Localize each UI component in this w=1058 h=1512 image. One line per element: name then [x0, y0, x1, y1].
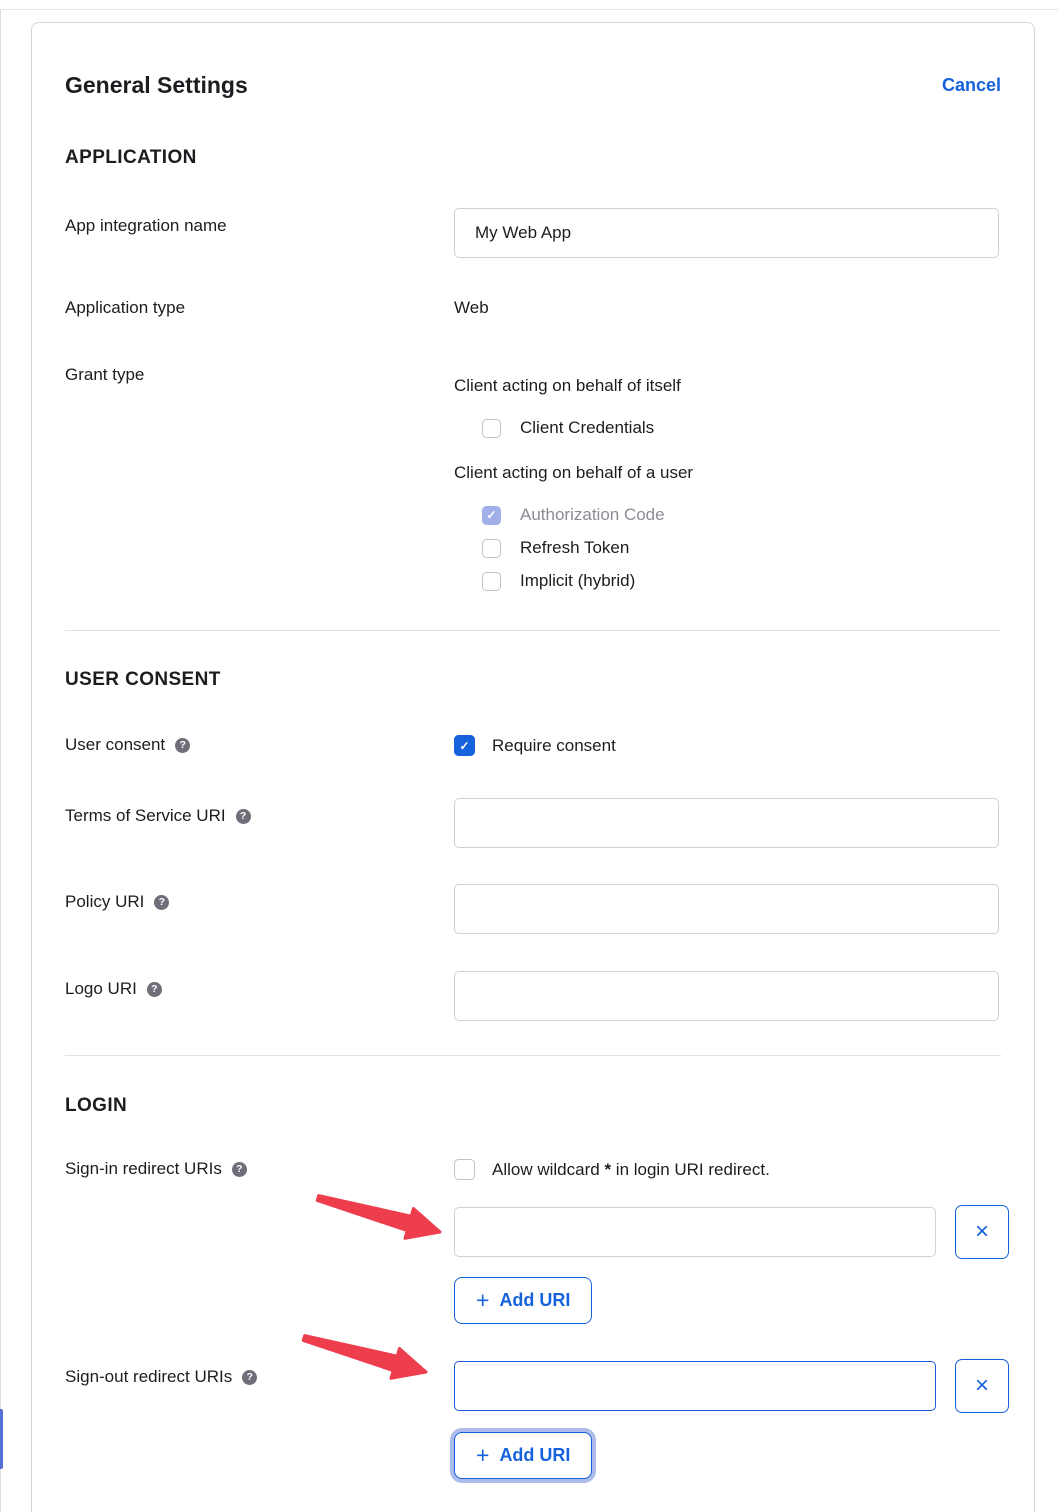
grant-type-label-wrap — [65, 365, 454, 385]
logo-label: Logo URI — [65, 979, 137, 998]
signin-uri-line-row — [65, 1205, 1001, 1259]
login-section-heading: LOGIN — [65, 1095, 128, 1116]
add-uri-label: Add URI — [499, 1445, 571, 1465]
require-consent-option — [454, 735, 1001, 756]
authorization-code-label: Authorization Code — [520, 505, 665, 524]
check-icon: ✓ — [459, 738, 470, 753]
signout-redirect-row — [65, 1359, 1001, 1413]
grant-group1-title: Client acting on behalf of itself — [454, 376, 681, 395]
cancel-button[interactable]: Cancel — [941, 75, 1001, 95]
client-credentials-checkbox[interactable] — [482, 419, 501, 438]
plus-icon: + — [476, 1442, 490, 1468]
tos-label: Terms of Service URI — [65, 806, 226, 825]
app-type-value: Web — [454, 298, 489, 317]
signout-redirect-label: Sign-out redirect URIs — [65, 1367, 233, 1386]
require-consent-checkbox[interactable] — [454, 735, 475, 756]
card-header — [65, 71, 1001, 99]
user-consent-label-wrap — [65, 735, 454, 755]
policy-uri-input[interactable] — [454, 884, 999, 934]
refresh-token-label: Refresh Token — [520, 538, 630, 557]
application-section-heading: APPLICATION — [65, 147, 197, 168]
wildcard-star: * — [604, 1159, 612, 1179]
grant-option-authorization-code — [482, 505, 1001, 525]
user-consent-label: User consent — [65, 735, 166, 754]
implicit-checkbox[interactable] — [482, 572, 501, 591]
grant-option-refresh-token — [482, 538, 1001, 558]
clipped-left-edge — [0, 9, 1, 1512]
clipped-element-edge — [0, 1409, 3, 1469]
signin-redirect-label: Sign-in redirect URIs — [65, 1159, 222, 1178]
policy-label-wrap — [65, 884, 454, 912]
signout-add-uri-row — [65, 1432, 1001, 1479]
policy-uri-row — [65, 884, 1001, 934]
refresh-token-checkbox[interactable] — [482, 539, 501, 558]
app-name-label-wrap — [65, 208, 454, 236]
grant-group2-title: Client acting on behalf of a user — [454, 463, 694, 482]
section-divider — [65, 1055, 1001, 1056]
user-consent-row — [65, 735, 1001, 756]
add-signin-uri-button[interactable] — [454, 1277, 592, 1324]
tos-label-wrap — [65, 798, 454, 826]
app-type-label: Application type — [65, 298, 186, 317]
app-type-row — [65, 298, 1001, 318]
help-icon[interactable]: ? — [175, 738, 190, 753]
signout-uri-input[interactable] — [454, 1361, 936, 1411]
help-icon[interactable]: ? — [147, 982, 162, 997]
close-icon: × — [974, 1218, 989, 1245]
general-settings-card — [31, 22, 1035, 1512]
grant-option-client-credentials — [482, 418, 1001, 438]
section-divider — [65, 630, 1001, 631]
grant-type-row — [65, 365, 1001, 591]
signin-label-wrap — [65, 1159, 454, 1179]
signin-add-uri-row — [65, 1277, 1001, 1324]
user-consent-section-heading: USER CONSENT — [65, 669, 221, 690]
wildcard-checkbox[interactable] — [454, 1159, 475, 1180]
grant-type-label: Grant type — [65, 365, 145, 384]
close-icon: × — [974, 1372, 989, 1399]
tos-uri-input[interactable] — [454, 798, 999, 848]
add-uri-label: Add URI — [499, 1290, 571, 1310]
wildcard-option — [454, 1159, 1001, 1180]
wildcard-label: Allow wildcard * in login URI redirect. — [492, 1159, 770, 1179]
authorization-code-checkbox — [482, 506, 501, 525]
page-title: General Settings — [65, 72, 248, 98]
signin-redirect-row — [65, 1159, 1001, 1180]
plus-icon: + — [476, 1287, 490, 1313]
help-icon[interactable]: ? — [236, 809, 251, 824]
logo-uri-input[interactable] — [454, 971, 999, 1021]
signin-uri-input[interactable] — [454, 1207, 936, 1257]
app-type-label-wrap — [65, 298, 454, 318]
grant-option-implicit — [482, 571, 1001, 591]
remove-signin-uri-button[interactable] — [955, 1205, 1009, 1259]
help-icon[interactable]: ? — [232, 1162, 247, 1177]
help-icon[interactable]: ? — [154, 895, 169, 910]
check-icon: ✓ — [486, 508, 497, 522]
implicit-label: Implicit (hybrid) — [520, 571, 636, 590]
require-consent-label: Require consent — [492, 735, 616, 755]
remove-signout-uri-button[interactable] — [955, 1359, 1009, 1413]
tos-uri-row — [65, 798, 1001, 848]
client-credentials-label: Client Credentials — [520, 418, 655, 437]
logo-label-wrap — [65, 971, 454, 999]
help-icon[interactable]: ? — [242, 1370, 257, 1385]
app-name-row — [65, 208, 1001, 258]
clipped-header-edge — [0, 9, 1058, 10]
app-name-label: App integration name — [65, 216, 227, 235]
app-name-input[interactable] — [454, 208, 999, 258]
signout-label-wrap — [65, 1359, 454, 1387]
policy-label: Policy URI — [65, 892, 145, 911]
logo-uri-row — [65, 971, 1001, 1021]
add-signout-uri-button[interactable] — [454, 1432, 592, 1479]
